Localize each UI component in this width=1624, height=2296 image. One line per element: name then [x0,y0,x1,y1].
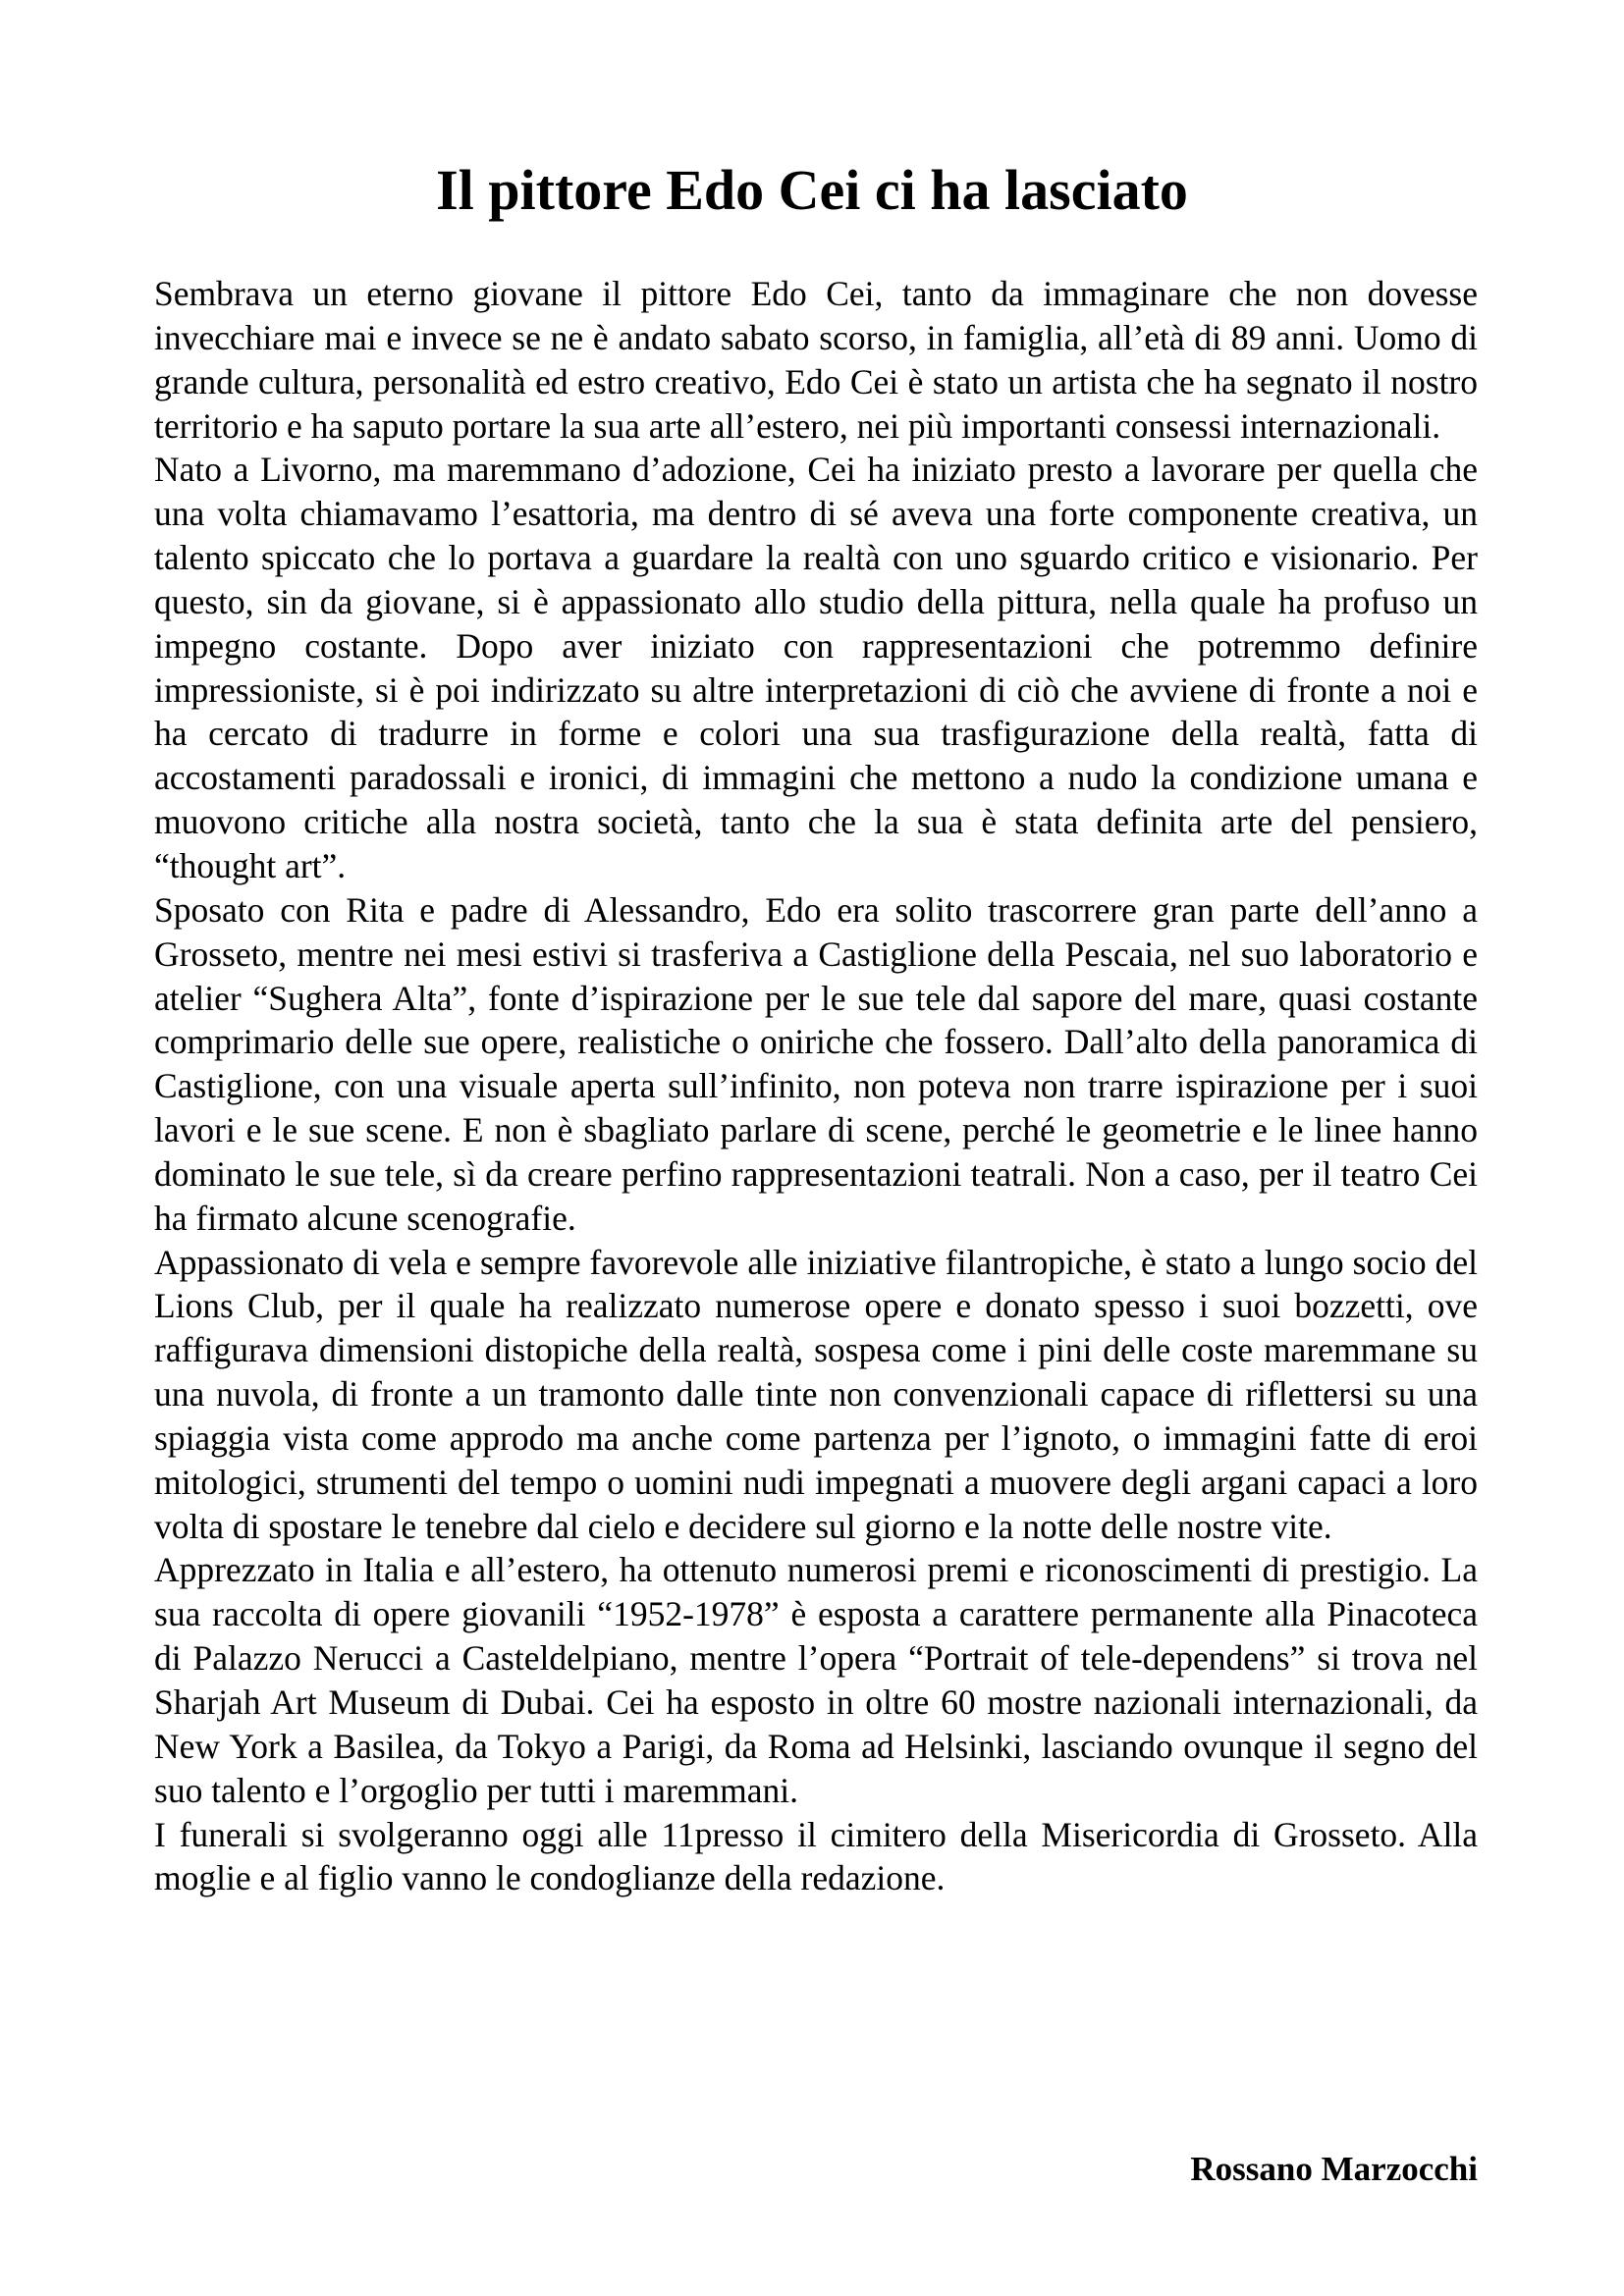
page-title: Il pittore Edo Cei ci ha lasciato [436,158,1188,222]
paragraph-5: Apprezzato in Italia e all’estero, ha ottenuto numerosi premi e riconoscimenti di prestigio. La sua raccolta di opere giovanili “1952-1978” è esposta a carattere permanente alla Pinacoteca di Palazzo Nerucci a Casteldelpiano, mentre l’opera “Portrait of tele-dependens” si trova nel Sharjah Art Museum di Dubai. Cei ha esposto in oltre 60 mostre nazionali internazionali, da New York a Basilea, da Tokyo a Parigi, da Roma ad Helsinki, lasciando ovunque il segno del suo talento e l’orgoglio per tutti i maremmani. [154,1550,1478,1810]
paragraph-4: Appassionato di vela e sempre favorevole alle iniziative filantropiche, è stato a lungo socio del Lions Club, per il quale ha realizzato numerose opere e donato spesso i suoi bozzetti, ove raffigurava dimensioni distopiche della realtà, sospesa come i pini delle coste maremmane su una nuvola, di fronte a un tramonto dalle tinte non convenzionali capace di riflettersi su una spiaggia vista come approdo ma anche come partenza per l’ignoto, o immagini fatte di eroi mitologici, strumenti del tempo o uomini nudi impegnati a muovere degli argani capaci a loro volta di spostare le tenebre dal cielo e decidere sul giorno e la notte delle nostre vite. [154,1242,1478,1546]
paragraph-1: Sembrava un eterno giovane il pittore Edo Cei, tanto da immaginare che non dovesse invecchiare mai e invece se ne è andato sabato scorso, in famiglia, all’età di 89 anni. Uomo di grande cultura, personalità ed estro creativo, Edo Cei è stato un artista che ha segnato il nostro territorio e ha saputo portare la sua arte all’estero, nei più importanti consessi internazionali. [154,274,1478,446]
article-body [154,272,1478,1900]
author-signature: Rossano Marzocchi [1190,2150,1478,2188]
paragraph-6: I funerali si svolgeranno oggi alle 11presso il cimitero della Misericordia di Grosseto. Alla moglie e al figlio vanno le condoglianze della redazione. [154,1814,1478,1898]
paragraph-3: Sposato con Rita e padre di Alessandro, Edo era solito trascorrere gran parte dell’anno a Grosseto, mentre nei mesi estivi si trasferiva a Castiglione della Pescaia, nel suo laboratorio e atelier “Sughera Alta”, fonte d’ispirazione per le sue tele dal sapore del mare, quasi costante comprimario delle sue opere, realistiche o oniriche che fossero. Dall’alto della panoramica di Castiglione, con una visuale aperta sull’infinito, non poteva non trarre ispirazione per i suoi lavori e le sue scene. E non è sbagliato parlare di scene, perché le geometrie e le linee hanno dominato le sue tele, sì da creare perfino rappresentazioni teatrali. Non a caso, per il teatro Cei ha firmato alcune scenografie. [154,889,1478,1238]
paragraph-2: Nato a Livorno, ma maremmano d’adozione, Cei ha iniziato presto a lavorare per quella che una volta chiamavamo l’esattoria, ma dentro di sé aveva una forte componente creativa, un talento spiccato che lo portava a guardare la realtà con uno sguardo critico e visionario. Per questo, sin da giovane, si è appassionato allo studio della pittura, nella quale ha profuso un impegno costante. Dopo aver iniziato con rappresentazioni che potremmo definire impressioniste, si è poi indirizzato su altre interpretazioni di ciò che avviene di fronte a noi e ha cercato di tradurre in forme e colori una sua trasfigurazione della realtà, fatta di accostamenti paradossali e ironici, di immagini che mettono a nudo la condizione umana e muovono critiche alla nostra società, tanto che la sua è stata definita arte del pensiero, “thought art”. [154,450,1478,885]
